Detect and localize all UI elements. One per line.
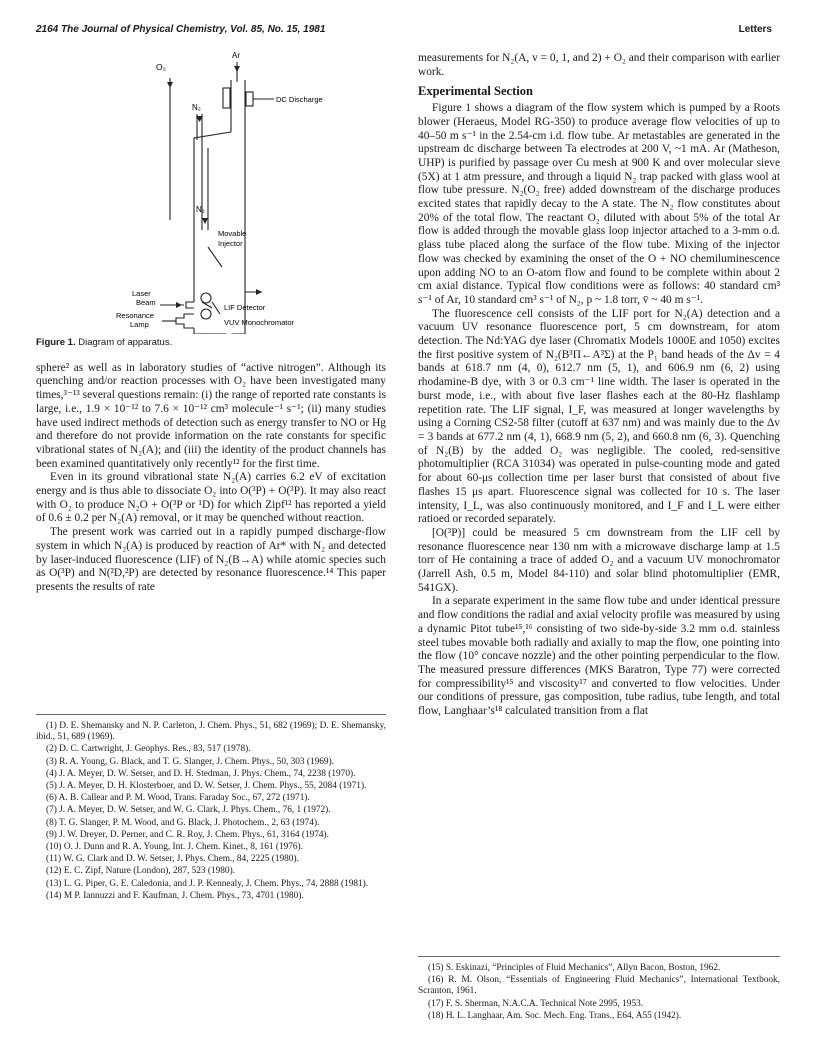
reference: (16) R. M. Olson, “Essentials of Engineering Fluid Mechanics”, International Textbook, Scranton, 1961. <box>418 975 780 997</box>
section-label: Letters <box>738 24 772 35</box>
left-column <box>36 52 386 595</box>
apparatus-figure <box>36 52 386 334</box>
n2-mid-label: N₂ <box>196 205 205 214</box>
reference: (1) D. E. Shemansky and N. P. Carleton, J. Chem. Phys., 51, 682 (1969); D. E. Shemansky, ibid., 51, 689 (1969). <box>36 721 386 743</box>
o2-arrow <box>167 82 173 88</box>
dc-electrode <box>223 88 230 108</box>
reference: (15) S. Eskinazi, “Principles of Fluid Mechanics”, Allyn Bacon, Boston, 1962. <box>428 963 721 973</box>
resonance-label: Resonance <box>116 311 154 320</box>
reference: (14) M P. Iannuzzi and F. Kaufman, J. Chem. Phys., 73, 4701 (1980). <box>46 890 304 901</box>
left-paragraph-1: sphere² as well as in laboratory studies of “active nitrogen”. Although its quenching and/or reaction processes with O₂ have been investigated many times,³⁻¹³ several questions remain: (i) the range of reported rate constants is large, i.e., 1.9 × 10⁻¹² to 7.6 × 10⁻¹² cm³ molecule⁻¹ s⁻¹; (ii) many studies have used indirect methods of detection such as energy transfer to NO or Hg and therefore do not provide information on the rate constants for specific vibrational states of N₂(A); and (iii) the identity of the product channels has been examined quantitatively only recently¹² for the first time. <box>36 361 386 470</box>
reference: (11) W. G. Clark and D. W. Setser, J. Phys. Chem., 84, 2225 (1980). <box>46 854 299 865</box>
lif-detector-label: LIF Detector <box>224 303 266 312</box>
reference: (2) D. C. Cartwright, J. Geophys. Res., 83, 517 (1978). <box>46 744 251 755</box>
reference: (3) R. A. Young, G. Black, and T. G. Slanger, J. Chem. Phys., 50, 303 (1969). <box>46 756 334 767</box>
reference: (8) T. G. Slanger, P. M. Wood, and G. Black, J. Photochem., 2, 63 (1974). <box>46 817 320 828</box>
right-paragraph-3: [O(³P)] could be measured 5 cm downstream from the LIF cell by resonance fluorescence near 130 nm with a microwave discharge lamp at 1.5 torr of He containing a trace of added O₂ and a vacuum UV monochromator (Jarrell Ash, 0.5 m, Model 84-110) and solar blind photomultiplier (EMR, 541GX). <box>418 526 780 594</box>
movable-label: Movable <box>218 229 247 238</box>
right-paragraph-1: Figure 1 shows a diagram of the flow system which is pumped by a Roots blower (Heraeus, Model RG-350) to produce average flow velocities of up to 40–50 m s⁻¹ in the 2.54-cm i.d. flow tube. Ar metastables are generated in the upstream dc discharge between Ta electrodes at 200 V, ~1 mA. Ar (Matheson, UHP) is purified by passage over Cu mesh at 900 K and over molecular sieve (5X) at 1 atm pressure, and through a liquid N₂ trap packed with glass wool at flow tube pressure. N₂(O₂ free) added downstream of the discharge produces excited states that rapidly decay to the A state. The N₂ flow constitutes about 20% of the total flow. The reactant O₂ diluted with about 5% of the total Ar flow is added through the movable glass loop injector attached to a 3-mm o.d. glass tube placed along the surface of the flow tube. Mixing of the injector flow was checked by examining the onset of the O + NO chemiluminescence upon adding NO to an O-atom flow and found to be complete within about 2 cm axial distance. Typical flow conditions were as follows: 40 standard cm³ s⁻¹ of Ar, 10 standard cm³ s⁻¹ of N₂, p ~ 1.8 torr, v̄ ~ 40 m s⁻¹. <box>418 102 780 306</box>
left-paragraph-2: Even in its ground vibrational state N₂(A) carries 6.2 eV of excitation energy and is thus able to dissociate O₂ into O(³P) + O(³P). It may also react with O₂ to produce N₂O + O(³P or ¹D) for which Zipf¹² has reported a yield of 0.6 ± 0.2 per N₂(A) removal, or it may be quenched without reaction. <box>36 471 386 525</box>
right-column <box>418 52 780 719</box>
figure-caption-text: Diagram of apparatus. <box>75 337 173 348</box>
ar-label: Ar <box>232 52 240 60</box>
reference: (5) J. A. Meyer, D. H. Klosterboer, and D. W. Setser, J. Chem. Phys., 55, 2084 (1971). <box>46 781 367 792</box>
reference: (18) H. L. Langhaar, Am. Soc. Mech. Eng. Trans., E64, A55 (1942). <box>428 1010 682 1021</box>
section-heading: Experimental Section <box>418 84 533 99</box>
reference: (10) O. J. Dunn and R. A. Young, Int. J. Chem. Kinet., 8, 161 (1976). <box>46 842 303 853</box>
reference: (12) E. C. Zipf, Nature (London), 287, 523 (1980). <box>46 866 235 877</box>
vuv-monochromator-label: VUV Monochromator <box>224 318 295 327</box>
figure-caption-number: Figure 1. <box>36 337 76 348</box>
reference: (6) A. B. Callear and P. M. Wood, Trans. Faraday Soc., 67, 272 (1971). <box>46 793 310 804</box>
right-paragraph-0: measurements for N₂(A, v = 0, 1, and 2) + O₂ and their comparison with earlier work. <box>418 52 780 78</box>
references-right <box>418 956 780 1023</box>
figure-caption <box>36 336 386 350</box>
reference: (9) J. W. Dreyer, D. Perner, and C. R. Roy, J. Chem. Phys., 61, 3164 (1974). <box>46 829 329 840</box>
dc-discharge-label: DC Discharge <box>276 95 323 104</box>
reference: (17) F. S. Sherman, N.A.C.A. Technical Note 2995, 1953. <box>428 998 644 1009</box>
right-paragraph-2: The fluorescence cell consists of the LIF port for N₂(A) detection and a vacuum UV resonance fluorescence port, 5 cm downstream, for atom detection. The Nd:YAG dye laser (Chromatix Models 1000E and 1050) excites the first positive system of N₂(B³Π←A³Σ) at the P₁ band heads of the Δv = 4 bands at 618.7 nm (4, 0), 612.7 nm (5, 1), and 606.9 nm (6, 2) using rhodamine-B dye, with 3 or 0.3 cm⁻¹ line width. The laser is operated in the burst mode, i.e., with about five laser flashes each at the 80-Hz flashlamp repetition rate. The LIF signal, I_F, was measured at longer wavelengths by using a Corning CS2-58 filter (cutoff at 637 nm) and was mainly due to the Δv = 3 bands at 677.2 nm (4, 1), 668.9 nm (5, 2), and 660.8 nm (6, 3). Quenching of N₂(B) by the added O₂ was negligible. The cooled, red-sensitive photomultiplier (RCA 31034) was operated in pulse-counting mode and gated for about 60-μs collection time per laser burst that consisted of about five flashes 15 μs apart. Fluorescence signal was collected for 10 s. The laser intensity, I_L, was also continuously monitored, and I_F and I_L were either ratioed or recorded separately. <box>418 307 780 526</box>
running-header <box>36 24 772 40</box>
journal-citation: 2164 The Journal of Physical Chemistry, Vol. 85, No. 15, 1981 <box>36 24 326 35</box>
left-paragraph-3: The present work was carried out in a rapidly pumped discharge-flow system in which N₂(A) is produced by reaction of Ar* with N₂ and detected by laser-induced fluorescence (LIF) of N₂(B→A) while atomic species such as O(³P) and N(²D,²P) are detected by resonance fluorescence.¹⁴ This paper presents the results of rate <box>36 526 386 593</box>
injector-label: Injector <box>218 239 243 248</box>
o2-label: O₂ <box>156 62 166 72</box>
laser-label: Laser <box>132 289 151 298</box>
reference: (13) L. G. Piper, G. E. Caledonia, and J. P. Kennealy, J. Chem. Phys., 74, 2888 (1981). <box>46 878 369 889</box>
right-paragraph-4: In a separate experiment in the same flow tube and under identical pressure and flow conditions the radial and axial velocity profile was measured by using a dynamic Pitot tube¹⁵,¹⁶ consisting of two side-by-side 3.2 mm o.d. stainless steel tubes movable both radially and axially to map the flow, one pointing into the flow (10° concave nozzle) and the other pointing perpendicular to the flow. The measured pressure differences (MKS Baratron, Type 77) were corrected for compressibility¹⁵ and viscosity¹⁷ and converted to flow velocities. Under our conditions of pressure, gas composition, tube radius, tube length, and total flow, Langhaar’s¹⁸ calculated transition from a flat <box>418 595 780 718</box>
reference: (7) J. A. Meyer, D. W. Setser, and W. G. Clark, J. Phys. Chem., 76, 1 (1972). <box>46 805 331 816</box>
beam-label: Beam <box>136 298 156 307</box>
reference: (4) J. A. Meyer, D. W. Setser, and D. H. Stedman, J. Phys. Chem., 74, 2238 (1970). <box>46 768 356 779</box>
references-left <box>36 714 386 903</box>
lamp-label: Lamp <box>130 320 149 329</box>
n2-top-label: N₂ <box>192 103 201 112</box>
apparatus-diagram <box>36 52 386 334</box>
